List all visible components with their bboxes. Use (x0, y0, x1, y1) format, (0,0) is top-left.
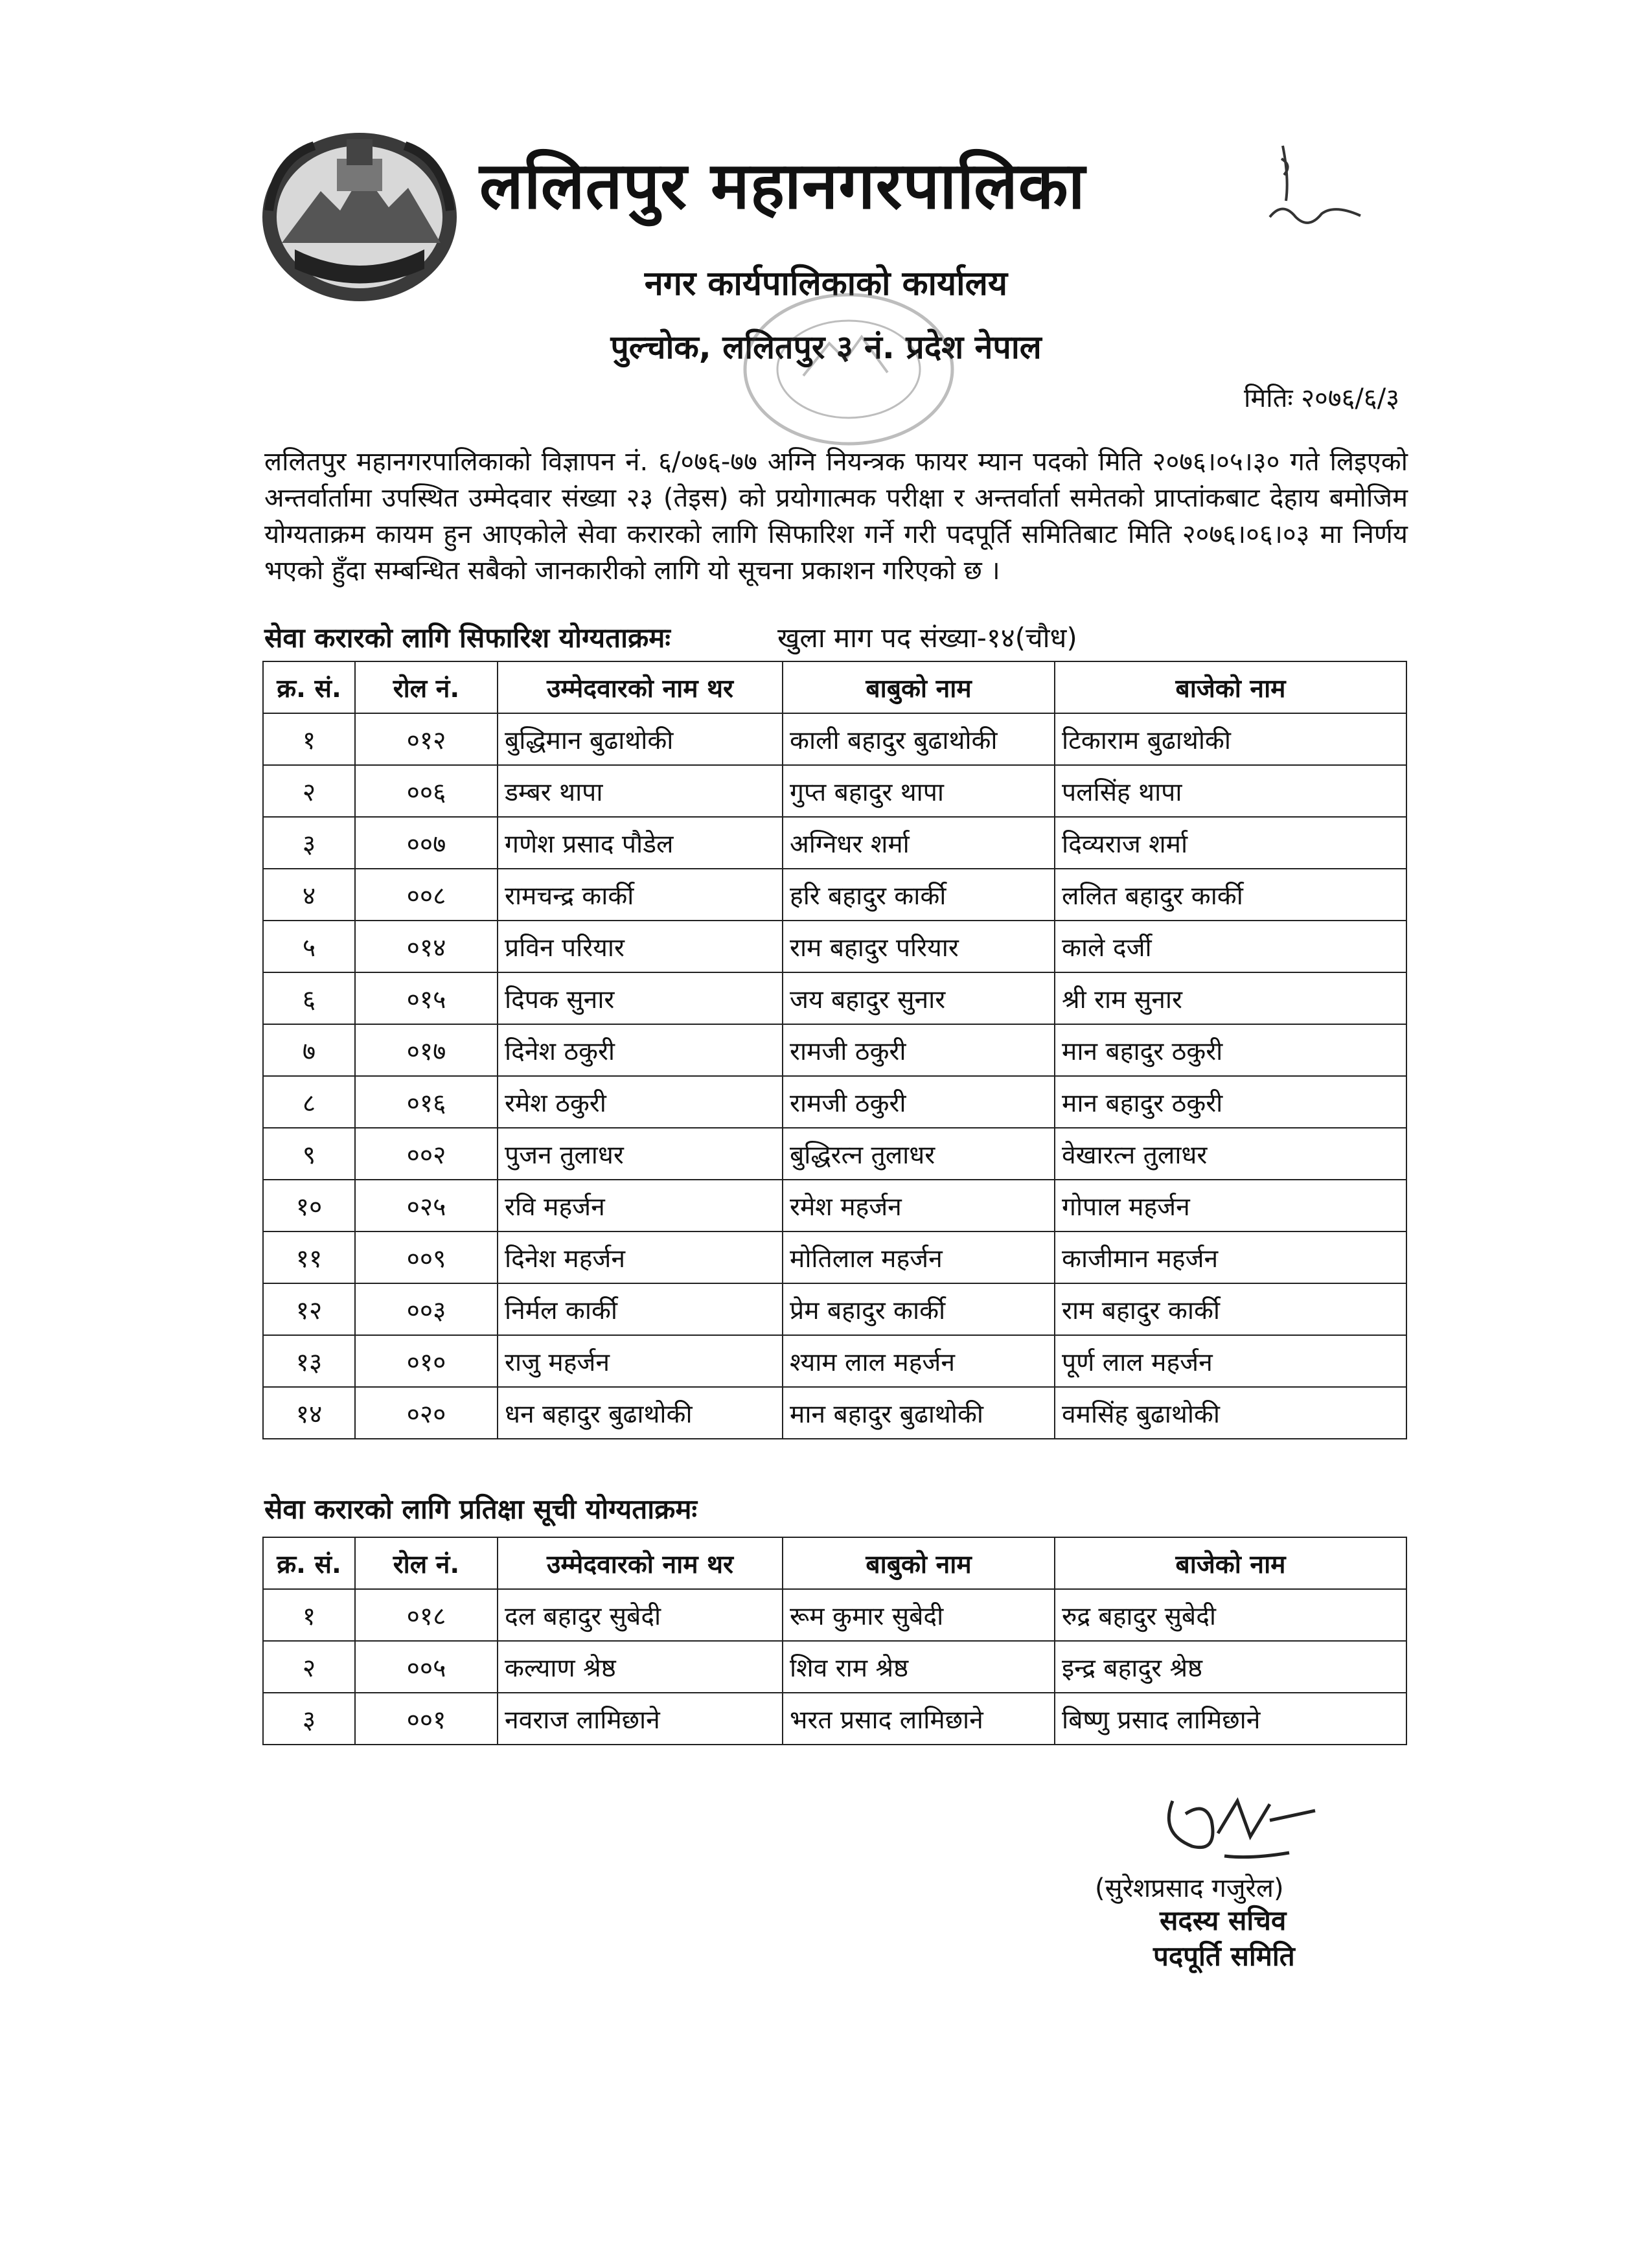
cell-father: राम बहादुर परियार (783, 921, 1055, 972)
cell-candidate: नवराज लामिछाने (498, 1693, 783, 1745)
cell-sn: ८ (263, 1076, 355, 1128)
cell-grandfather: श्री राम सुनार (1055, 972, 1406, 1024)
cell-roll: ०१७ (355, 1024, 498, 1076)
cell-sn: ५ (263, 921, 355, 972)
cell-sn: १२ (263, 1283, 355, 1335)
cell-candidate: पुजन तुलाधर (498, 1128, 783, 1180)
cell-roll: ००२ (355, 1128, 498, 1180)
cell-father: बुद्धिरत्न तुलाधर (783, 1128, 1055, 1180)
recommended-table (262, 661, 1407, 1439)
header-candidate: उम्मेदवारको नाम थर (498, 661, 783, 713)
cell-sn: १० (263, 1180, 355, 1231)
signatory-committee: पदपूर्ति समिति (1153, 1940, 1295, 1972)
table-row (263, 1387, 1406, 1439)
cell-candidate: गणेश प्रसाद पौडेल (498, 817, 783, 869)
cell-father: गुप्त बहादुर थापा (783, 765, 1055, 817)
cell-roll: ०१२ (355, 713, 498, 765)
table-row (263, 869, 1406, 921)
cell-father: रामजी ठकुरी (783, 1024, 1055, 1076)
waitlist-section-title: सेवा करारको लागि प्रतिक्षा सूची योग्यताक्रमः (264, 1493, 697, 1525)
cell-roll: ००७ (355, 817, 498, 869)
cell-grandfather: काजीमान महर्जन (1055, 1231, 1406, 1283)
signatory-name: (सुरेशप्रसाद गजुरेल) (1095, 1873, 1284, 1903)
table-row (263, 1180, 1406, 1231)
waitlist-table (262, 1537, 1407, 1745)
initial-mark-icon (1263, 139, 1367, 236)
cell-grandfather: ललित बहादुर कार्की (1055, 869, 1406, 921)
cell-grandfather: पलसिंह थापा (1055, 765, 1406, 817)
cell-roll: ०२० (355, 1387, 498, 1439)
cell-candidate: निर्मल कार्की (498, 1283, 783, 1335)
table-row (263, 921, 1406, 972)
header-roll: रोल नं. (355, 1537, 498, 1589)
cell-sn: ३ (263, 1693, 355, 1745)
cell-roll: ००५ (355, 1641, 498, 1693)
table-header-row (263, 1537, 1406, 1589)
cell-roll: ०१६ (355, 1076, 498, 1128)
cell-grandfather: मान बहादुर ठकुरी (1055, 1076, 1406, 1128)
cell-father: अग्निधर शर्मा (783, 817, 1055, 869)
cell-grandfather: वेखारत्न तुलाधर (1055, 1128, 1406, 1180)
table-row (263, 1231, 1406, 1283)
cell-candidate: दल बहादुर सुबेदी (498, 1589, 783, 1641)
header-father: बाबुको नाम (783, 1537, 1055, 1589)
cell-father: रामजी ठकुरी (783, 1076, 1055, 1128)
cell-candidate: राजु महर्जन (498, 1335, 783, 1387)
cell-father: हरि बहादुर कार्की (783, 869, 1055, 921)
cell-sn: ३ (263, 817, 355, 869)
cell-candidate: धन बहादुर बुढाथोकी (498, 1387, 783, 1439)
cell-candidate: रमेश ठकुरी (498, 1076, 783, 1128)
cell-father: शिव राम श्रेष्ठ (783, 1641, 1055, 1693)
cell-candidate: बुद्धिमान बुढाथोकी (498, 713, 783, 765)
table-row (263, 765, 1406, 817)
cell-grandfather: राम बहादुर कार्की (1055, 1283, 1406, 1335)
cell-grandfather: पूर्ण लाल महर्जन (1055, 1335, 1406, 1387)
cell-father: मोतिलाल महर्जन (783, 1231, 1055, 1283)
cell-candidate: डम्बर थापा (498, 765, 783, 817)
cell-grandfather: वमसिंह बुढाथोकी (1055, 1387, 1406, 1439)
table-row (263, 1641, 1406, 1693)
cell-grandfather: गोपाल महर्जन (1055, 1180, 1406, 1231)
cell-roll: ०१८ (355, 1589, 498, 1641)
cell-sn: ११ (263, 1231, 355, 1283)
table-row (263, 1335, 1406, 1387)
open-posts-count: खुला माग पद संख्या-१४(चौध) (777, 622, 1077, 654)
cell-sn: ६ (263, 972, 355, 1024)
cell-roll: ०१४ (355, 921, 498, 972)
table-row (263, 1076, 1406, 1128)
cell-sn: १४ (263, 1387, 355, 1439)
cell-grandfather: मान बहादुर ठकुरी (1055, 1024, 1406, 1076)
cell-grandfather: काले दर्जी (1055, 921, 1406, 972)
office-address: पुल्चोक, ललितपुर ३ नं. प्रदेश नेपाल (610, 328, 1042, 366)
cell-sn: २ (263, 1641, 355, 1693)
table-row (263, 1128, 1406, 1180)
cell-candidate: रवि महर्जन (498, 1180, 783, 1231)
table-row (263, 1283, 1406, 1335)
cell-sn: १ (263, 713, 355, 765)
notice-date: मितिः २०७६/६/३ (1244, 384, 1399, 413)
table-row (263, 713, 1406, 765)
office-seal-stamp-icon (732, 285, 965, 453)
cell-candidate: कल्याण श्रेष्ठ (498, 1641, 783, 1693)
cell-grandfather: दिव्यराज शर्मा (1055, 817, 1406, 869)
cell-roll: ००१ (355, 1693, 498, 1745)
cell-sn: ७ (263, 1024, 355, 1076)
signatory-role: सदस्य सचिव (1160, 1905, 1287, 1936)
cell-sn: ४ (263, 869, 355, 921)
table-row (263, 972, 1406, 1024)
cell-roll: ००६ (355, 765, 498, 817)
cell-roll: ००९ (355, 1231, 498, 1283)
header-candidate: उम्मेदवारको नाम थर (498, 1537, 783, 1589)
page-title: ललितपुर महानगरपालिका (479, 148, 1086, 223)
cell-candidate: दिनेश महर्जन (498, 1231, 783, 1283)
cell-roll: ००८ (355, 869, 498, 921)
cell-father: भरत प्रसाद लामिछाने (783, 1693, 1055, 1745)
recommended-section-title: सेवा करारको लागि सिफारिश योग्यताक्रमः (264, 622, 671, 654)
notice-body: ललितपुर महानगरपालिकाको विज्ञापन नं. ६/०७६-७७ अग्नि नियन्त्रक फायर म्यान पदको मिति २०७६।०५।३० गते लिइएको अन्तर्वार्तामा उपस्थित उम्मेदवार संख्या २३ (तेइस) को प्रयोगात्मक परीक्षा र अन्तर्वार्ता समेतको प्राप्तांकबाट देहाय बमोजिम योग्यताक्रम कायम हुन आएकोले सेवा करारको लागि सिफारिश गर्ने गरी पदपूर्ति समितिबाट मिति २०७६।०६।०३ मा निर्णय भएको हुँदा सम्बन्धित सबैको जानकारीको लागि यो सूचना प्रकाशन गरिएको छ । (264, 447, 1408, 586)
header-sn: क्र. सं. (263, 1537, 355, 1589)
cell-father: प्रेम बहादुर कार्की (783, 1283, 1055, 1335)
cell-roll: ०१५ (355, 972, 498, 1024)
table-row (263, 1589, 1406, 1641)
table-row (263, 817, 1406, 869)
cell-candidate: रामचन्द्र कार्की (498, 869, 783, 921)
header-father: बाबुको नाम (783, 661, 1055, 713)
table-row (263, 1024, 1406, 1076)
office-name: नगर कार्यपालिकाको कार्यालय (644, 264, 1008, 303)
table-header-row (263, 661, 1406, 713)
cell-roll: ०१० (355, 1335, 498, 1387)
cell-father: मान बहादुर बुढाथोकी (783, 1387, 1055, 1439)
cell-father: रूम कुमार सुबेदी (783, 1589, 1055, 1641)
cell-father: काली बहादुर बुढाथोकी (783, 713, 1055, 765)
cell-father: रमेश महर्जन (783, 1180, 1055, 1231)
cell-roll: ००३ (355, 1283, 498, 1335)
header-grandfather: बाजेको नाम (1055, 661, 1406, 713)
cell-father: जय बहादुर सुनार (783, 972, 1055, 1024)
header-grandfather: बाजेको नाम (1055, 1537, 1406, 1589)
cell-grandfather: रुद्र बहादुर सुबेदी (1055, 1589, 1406, 1641)
header-sn: क्र. सं. (263, 661, 355, 713)
cell-candidate: दिपक सुनार (498, 972, 783, 1024)
cell-grandfather: टिकाराम बुढाथोकी (1055, 713, 1406, 765)
cell-father: श्याम लाल महर्जन (783, 1335, 1055, 1387)
cell-sn: १ (263, 1589, 355, 1641)
header-roll: रोल नं. (355, 661, 498, 713)
cell-candidate: प्रविन परियार (498, 921, 783, 972)
cell-sn: ९ (263, 1128, 355, 1180)
cell-grandfather: इन्द्र बहादुर श्रेष्ठ (1055, 1641, 1406, 1693)
cell-sn: १३ (263, 1335, 355, 1387)
cell-sn: २ (263, 765, 355, 817)
recommended-table-body (263, 713, 1406, 1439)
table-row (263, 1693, 1406, 1745)
waitlist-table-body (263, 1589, 1406, 1745)
cell-roll: ०२५ (355, 1180, 498, 1231)
cell-grandfather: बिष्णु प्रसाद लामिछाने (1055, 1693, 1406, 1745)
cell-candidate: दिनेश ठकुरी (498, 1024, 783, 1076)
